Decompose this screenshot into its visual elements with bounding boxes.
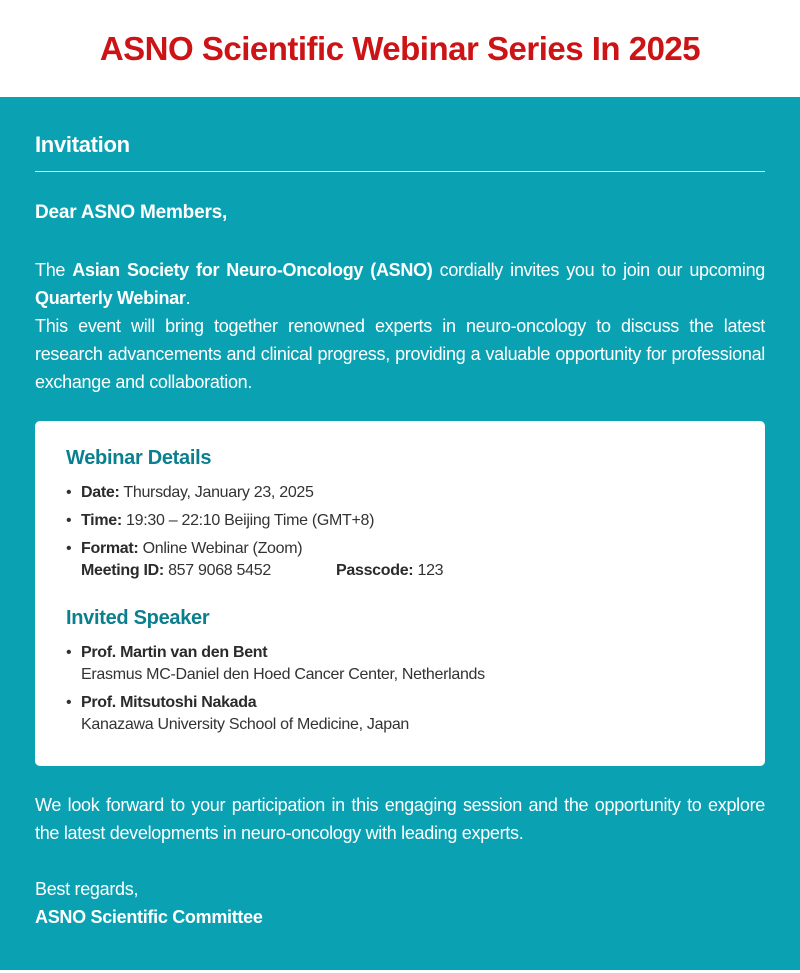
meeting-info — [81, 560, 734, 582]
passcode-value: 123 — [413, 562, 444, 579]
format-label: Format: — [81, 540, 139, 557]
para1-suffix: . — [185, 288, 191, 308]
invitation-panel — [0, 97, 800, 970]
regards-text: Best regards, — [35, 879, 139, 899]
time-item — [66, 510, 734, 532]
closing-paragraph: We look forward to your participation in this engaging session and the opportunity to explore the latest developments in neuro-oncology with leading experts. — [35, 795, 765, 843]
speaker-affiliation: Kanazawa University School of Medicine, Japan — [81, 716, 410, 733]
para1-prefix: The — [35, 260, 73, 280]
speaker-affiliation: Erasmus MC-Daniel den Hoed Cancer Center, Netherlands — [81, 666, 485, 683]
format-item — [66, 538, 734, 582]
speaker-item — [66, 692, 734, 736]
speaker-name: Prof. Mitsutoshi Nakada — [81, 694, 257, 711]
invitation-body — [35, 256, 765, 396]
invitation-heading: Invitation — [35, 97, 765, 172]
date-item — [66, 482, 734, 504]
date-value: Thursday, January 23, 2025 — [119, 484, 314, 501]
format-value: Online Webinar (Zoom) — [138, 540, 303, 557]
para1-middle: cordially invites you to join our upcoming — [432, 260, 765, 280]
webinar-details-list — [66, 482, 734, 582]
signoff — [35, 875, 765, 931]
committee-name: ASNO Scientific Committee — [35, 907, 263, 927]
page-header — [0, 0, 800, 97]
time-label: Time: — [81, 512, 122, 529]
invitation-paragraph-2: This event will bring together renowned experts in neuro-oncology to discuss the latest research advancements and clinical progress, providing a valuable opportunity for professional exchange and collaboration. — [35, 316, 765, 392]
invited-speaker-heading: Invited Speaker — [66, 607, 210, 629]
meeting-id-value: 857 9068 5452 — [163, 562, 271, 579]
event-name: Quarterly Webinar — [35, 288, 186, 308]
greeting: Dear ASNO Members, — [35, 202, 228, 223]
webinar-details-heading: Webinar Details — [66, 447, 212, 469]
organization-name: Asian Society for Neuro-Oncology (ASNO) — [72, 260, 433, 280]
time-value: 19:30 – 22:10 Beijing Time (GMT+8) — [121, 512, 375, 529]
speaker-name: Prof. Martin van den Bent — [81, 644, 268, 661]
page-title: ASNO Scientific Webinar Series In 2025 — [99, 29, 701, 67]
passcode-label: Passcode: — [336, 562, 414, 579]
speaker-list — [66, 642, 734, 736]
meeting-id-label: Meeting ID: — [81, 562, 164, 579]
details-card — [35, 421, 765, 766]
date-label: Date: — [81, 484, 120, 501]
invitation-paragraph-1 — [35, 256, 765, 312]
speaker-item — [66, 642, 734, 686]
